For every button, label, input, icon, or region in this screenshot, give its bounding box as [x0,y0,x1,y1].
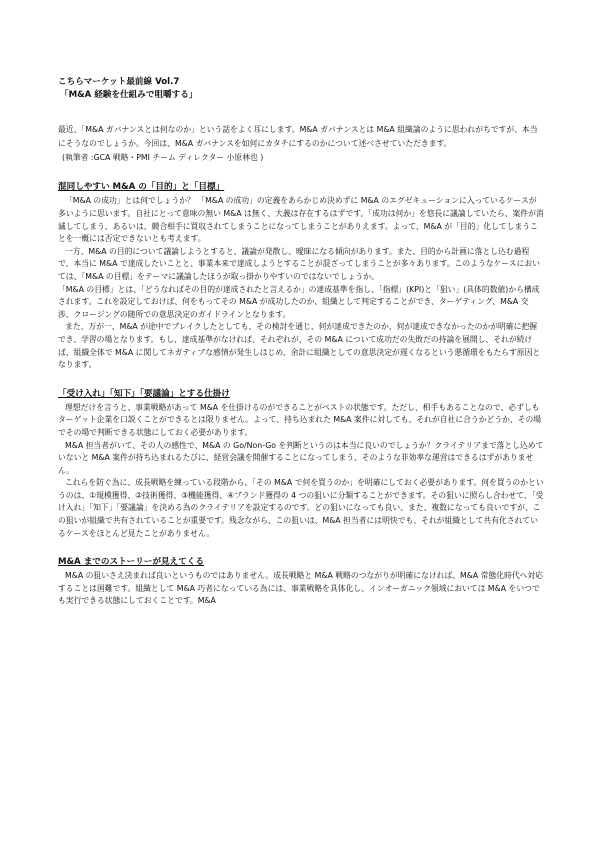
body-paragraph: また、万が一、M&A が途中でブレイクしたとしても、その検討を通じ、何が達成できたのか、何が達成できなかったのかが明確に把握でき、学習の場となります。もし、達成基準がなければ、それぞれが、その M&A について成功だの失敗だの持論を展開し、それが続けば、組織全体で M&A に関してネガティブな感情が発生しはじめ、余計に組織としての意思決定が遅くなるという悪循環をもたらす原因となります。 [58,322,541,370]
body-paragraph: これらを防ぐ為に、成長戦略を練っている段階から、「その M&A で何を買うのか」を明確にしておく必要があります。何を買うのかというのは、①規模獲得、②技術獲得、③機能獲得、④ブランド獲得の 4 つの狙いに分類することができます。その狙いに照らし合わせて、「受け入れ」「知下」「要議論」を決める為のクライテリアを設定するのです。どの狙いになっても良い、また、複数になっても良いですが、この狙いが組織で共有されていることが重要です。残念ながら、この狙いは、M&A 担当者には明快でも、それが組織として共有化されているケースをほとんど見たことがありません。 [58,478,544,538]
section-purpose-vs-goal [58,181,544,371]
body-paragraph: 一方、M&A の目的について議論しようとすると、議論が発散し、曖昧になる傾向があります。また、目的から計画に落とし込む過程で、本当に M&A で達成したいことと、事業本来で達成しようとすることが混ざってしまうことが多々あります。このようなケースにおいては、「M&A の目標」をテーマに議論したほうが取っ掛かりやすいのではないでしょうか。 [58,246,540,281]
section-heading: 「受け入れ」「知下」「要議論」とする仕掛け [58,388,230,399]
section-heading: 混同しやすい M&A の「目的」と「目標」 [58,182,225,193]
body-paragraph: 「M&A の目標」とは、「どうなればその目的が達成されたと言えるか」の達成基準を指し、「指標」(KPI)と「狙い」(具体的数値)から構成されます。これを設定しておけば、何をもってその M&A が成功したのか、組織として判定することができ、ターゲティング、M&A 交渉、クロージングの随所での意思決定のガイドラインとなります。 [58,284,540,319]
document-page [58,76,544,608]
body-paragraph: M&A の狙いさえ決まれば良いというものではありません。成長戦略と M&A 戦略のつながりが明確になければ、M&A 常態化時代へ対応することは困難です。組織として M&A 巧者になっている為には、事業戦略を具体化し、インオーガニック領域においては M&A をいつでも実行できる状態にしておくことです。M&A [58,571,544,606]
author-credit: (執筆者 :GCA 戦略・PMI チーム ディレクター 小原林也 ) [62,153,264,163]
body-paragraph: M&A 担当者がいて、その人の感性で、M&A の Go/Non-Go を判断というのは本当に良いのでしょうか？クライテリアまで落とし込めていないと M&A 案件が持ち込まれるたびに、経営会議を開催することになってしまう、そのような非効率な運営はできるはずがありません。 [58,440,544,475]
article-title: 「M&A 経験を仕組みで咀嚼する」 [60,90,198,100]
section-ma-story [58,556,544,608]
intro-paragraph: 最近、「M&A ガバナンスとは何なのか」という話をよく耳にします。M&A ガバナンスとは M&A 組織論のように思われがちですが、本当にそうなのでしょうか。今回は、M&A ガバナンスを如何にカタチにするのかについて述べさせていただきます。 [58,125,538,149]
section-heading: M&A までのストーリーが見えてくる [58,557,205,568]
body-paragraph: 理想だけを言うと、事業戦略があって M&A を仕掛けるのができることがベストの状態です。ただし、相手もあることなので、必ずしもターゲット企業を口説くことができるとは限りません。よって、持ち込まれた M&A 案件に対しても、それが自社に合うかどうか、その場でその場で判断できる状態にしておく必要があります。 [58,402,542,437]
body-paragraph: 「M&A の成功」とは何でしょうか？ 「M&A の成功」の定義をあらかじめ決めずに M&A のエグゼキューションに入っているケースが多いように思います。自社にとって意味の無い M&A は無く、大義は存在するはずです。「成功は何か」を悠長に議論していたら、案件が消滅してしまう、あるいは、競合相手に買収されてしまうことになってしまうことがありえます。よって、M&A が「目的」化してしまうことを一概には否定できないとも考えます。 [58,196,544,244]
section-criteria-mechanism [58,388,544,541]
series-title: こちらマーケット最前線 Vol.7 [58,77,180,87]
